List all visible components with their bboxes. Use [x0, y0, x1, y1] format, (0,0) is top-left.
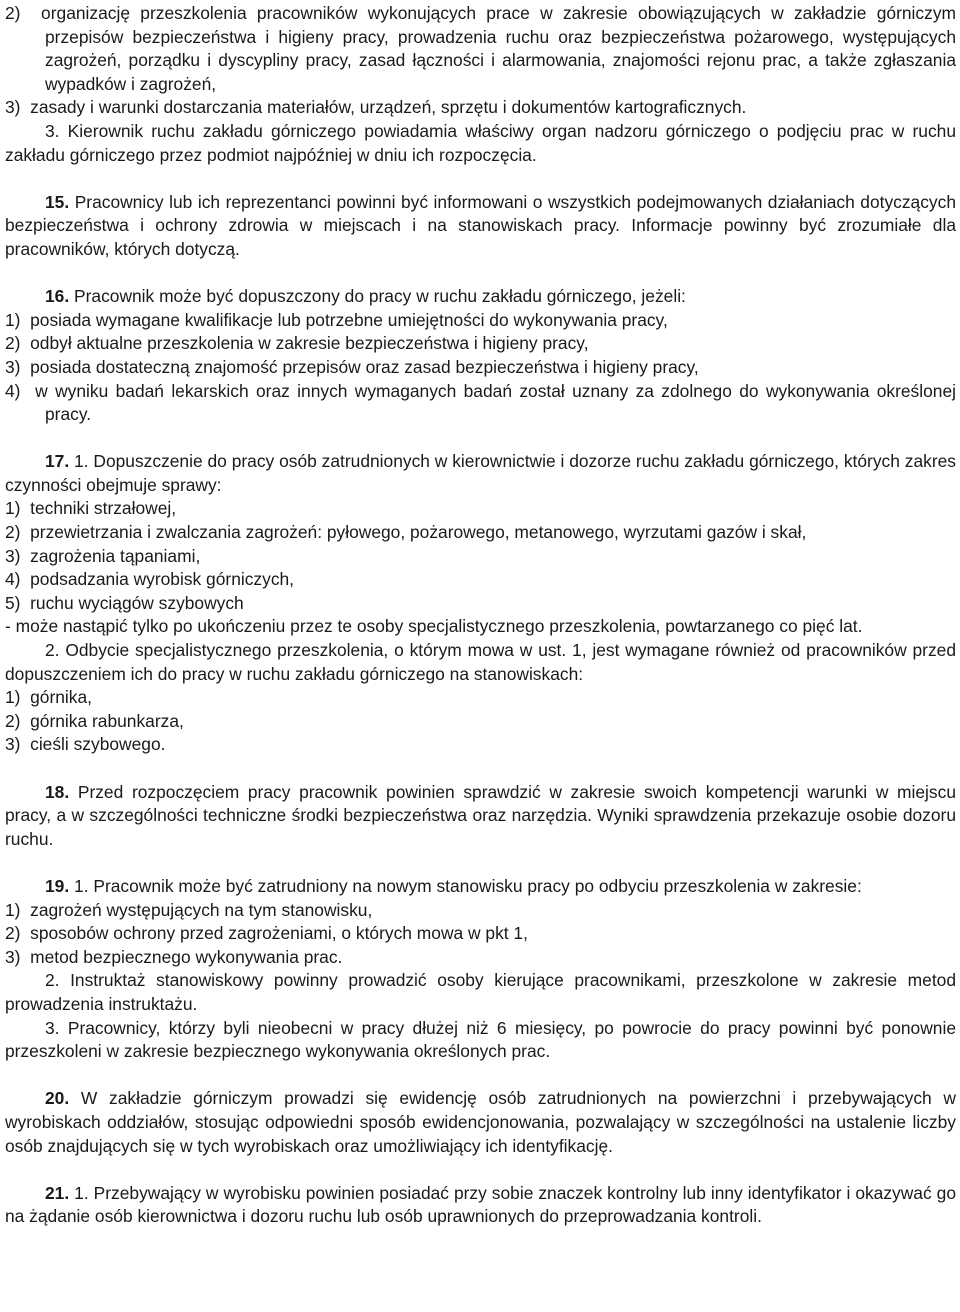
section-18 [5, 781, 956, 852]
section-15-text: Pracownicy lub ich reprezentanci powinni być informowani o wszystkich podejmowanych działaniach dotyczących bezpieczeństwa i ochrony zdrowia w miejscach i na stanowiskach pracy. Informacje powinny być zrozumiałe dla pracowników, których dotyczą. [5, 191, 956, 259]
section-21-text: 1. Przebywający w wyrobisku powinien posiadać przy sobie znaczek kontrolny lub inny identyfikator i okazywać go na żądanie osób kierownictwa i dozoru ruchu lub osób uprawnionych do przeprowadzania kontroli. [5, 1182, 956, 1227]
section-19-item-3: 3) metod bezpiecznego wykonywania prac. [5, 946, 343, 967]
section-17-item-1: 1) techniki strzałowej, [5, 498, 177, 519]
section-16-item-1: 1) posiada wymagane kwalifikacje lub potrzebne umiejętności do wykonywania pracy, [5, 309, 668, 330]
section-17-item-2: 2) przewietrzania i zwalczania zagrożeń: pyłowego, pożarowego, metanowego, wyrzutami gazów i skał, [5, 522, 807, 543]
section-number-20: 20. [45, 1088, 70, 1109]
section-17 [5, 450, 956, 497]
section-17-p2-item-3: 3) cieśli szybowego. [5, 734, 166, 755]
section-16-item-3: 3) posiada dostateczną znajomość przepisów oraz zasad bezpieczeństwa i higieny pracy, [5, 356, 699, 377]
item-2-organizacja: 2) organizację przeszkolenia pracowników wykonujących prace w zakresie obowiązujących w zakładzie górniczym przepisów bezpieczeństwa i higieny pracy, prowadzenia ruchu oraz bezpieczeństwa pożarowego, występujących zagrożeń, porządku i dyscypliny pracy, zasad łączności i alarmowania, znajomości rejonu prac, a także zgłaszania wypadków i zagrożeń, [5, 3, 956, 94]
section-15 [5, 191, 956, 262]
section-number-15: 15. [45, 191, 70, 212]
section-20-text: W zakładzie górniczym prowadzi się ewidencję osób zatrudnionych na powierzchni i przebywających w wyrobiskach oddziałów, stosując odpowiedni sposób ewidencjonowania, pozwalający w szczególności na ustalenie liczby osób znajdujących się w tych wyrobiskach oraz umożliwiający ich identyfikację. [5, 1088, 956, 1156]
section-19-text: 1. Pracownik może być zatrudniony na nowym stanowisku pracy po odbyciu przeszkolenia w zakresie: [69, 875, 862, 896]
section-number-17: 17. [45, 451, 70, 472]
section-19-paragraph-3: 3. Pracownicy, którzy byli nieobecni w pracy dłużej niż 6 miesięcy, po powrocie do pracy powinni być ponownie przeszkoleni w zakresie bezpiecznego wykonywania określonych prac. [5, 1017, 956, 1062]
section-17-paragraph-2: 2. Odbycie specjalistycznego przeszkolenia, o którym mowa w ust. 1, jest wymagane również od pracowników przed dopuszczeniem ich do pracy w ruchu zakładu górniczego na stanowiskach: [5, 640, 956, 684]
section-20 [5, 1087, 956, 1158]
paragraph-14-3: 3. Kierownik ruchu zakładu górniczego powiadamia właściwy organ nadzoru górniczego o podjęciu prac w ruchu zakładu górniczego przez podmiot najpóźniej w dniu ich rozpoczęcia. [5, 120, 956, 165]
section-16-item-2: 2) odbył aktualne przeszkolenia w zakresie bezpieczeństwa i higieny pracy, [5, 333, 589, 354]
section-19-item-2: 2) sposobów ochrony przed zagrożeniami, o których mowa w pkt 1, [5, 923, 528, 944]
section-19-paragraph-2: 2. Instruktaż stanowiskowy powinny prowadzić osoby kierujące pracownikami, przeszkolone w zakresie metod prowadzenia instruktażu. [5, 970, 956, 1014]
section-19 [5, 875, 956, 899]
section-17-tail: - może nastąpić tylko po ukończeniu przez te osoby specjalistycznego przeszkolenia, powtarzanego co pięć lat. [5, 616, 863, 637]
section-17-p2-item-2: 2) górnika rabunkarza, [5, 710, 184, 731]
section-18-text: Przed rozpoczęciem pracy pracownik powinien sprawdzić w zakresie swoich kompetencji warunki w miejscu pracy, a w szczególności techniczne środki bezpieczeństwa oraz narzędzia. Wyniki sprawdzenia przekazuje osobie dozoru ruchu. [5, 781, 956, 849]
section-17-item-3: 3) zagrożenia tąpaniami, [5, 545, 201, 566]
item-3-zasady: 3) zasady i warunki dostarczania materiałów, urządzeń, sprzętu i dokumentów kartograficznych. [5, 97, 747, 118]
section-17-item-5: 5) ruchu wyciągów szybowych [5, 592, 244, 613]
section-number-18: 18. [45, 781, 70, 802]
section-number-19: 19. [45, 875, 70, 896]
section-17-p2-item-1: 1) górnika, [5, 687, 92, 708]
section-19-item-1: 1) zagrożeń występujących na tym stanowisku, [5, 899, 373, 920]
section-number-16: 16. [45, 286, 70, 307]
section-17-text: 1. Dopuszczenie do pracy osób zatrudnionych w kierownictwie i dozorze ruchu zakładu górniczego, których zakres czynności obejmuje sprawy: [5, 451, 956, 495]
section-21 [5, 1182, 956, 1229]
section-17-item-4: 4) podsadzania wyrobisk górniczych, [5, 569, 295, 590]
section-16 [5, 285, 956, 309]
section-number-21: 21. [45, 1182, 70, 1203]
section-16-text: Pracownik może być dopuszczony do pracy w ruchu zakładu górniczego, jeżeli: [69, 286, 686, 307]
section-16-item-4: 4) w wyniku badań lekarskich oraz innych wymaganych badań został uznany za zdolnego do wykonywania określonej pracy. [5, 380, 956, 425]
